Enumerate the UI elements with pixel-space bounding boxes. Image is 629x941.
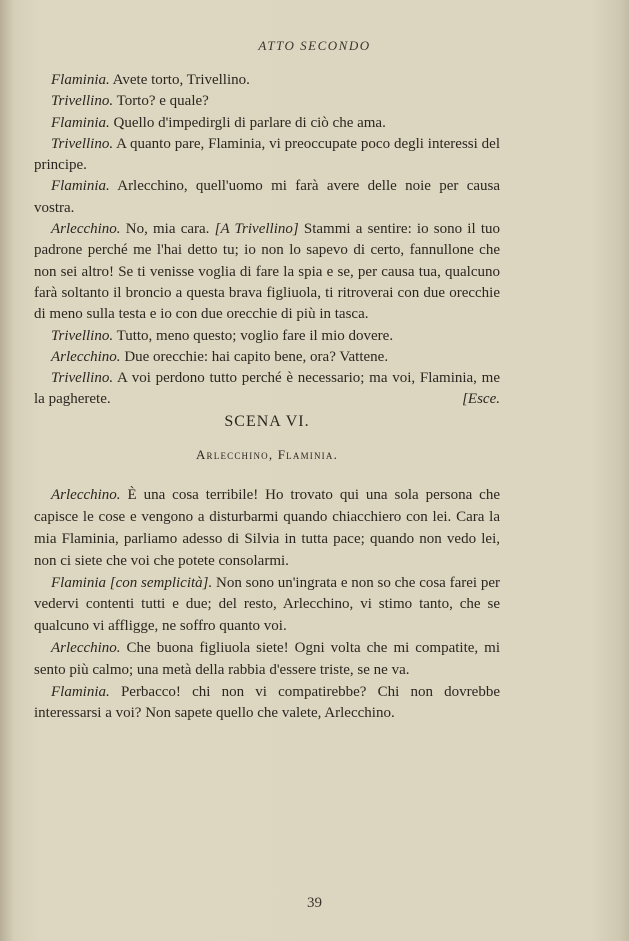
dialogue-line: [34, 573, 500, 638]
dialogue-line: [34, 219, 500, 325]
dialogue-line: [34, 485, 500, 572]
speaker-name: Flaminia.: [51, 114, 110, 131]
line-text: Tutto, meno questo; voglio fare il mio dovere.: [113, 327, 394, 344]
line-text: Due orecchie: hai capito bene, ora? Vattene.: [120, 348, 389, 365]
dialogue-line: [34, 91, 500, 112]
text-block: [34, 70, 500, 725]
running-head: ATTO SECONDO: [258, 38, 371, 53]
line-text: Perbacco! chi non vi compatirebbe? Chi non dovrebbe interessarsi a voi? Non sapete quello che valete, Arlecchino.: [34, 683, 500, 722]
speaker-name: Trivellino.: [51, 93, 114, 110]
dialogue-line: [34, 176, 500, 219]
speaker-name: Flaminia.: [51, 683, 110, 700]
stage-direction: [con semplicità].: [109, 574, 213, 591]
line-text: Quello d'impedirgli di parlare di ciò che ama.: [109, 114, 386, 131]
speaker-name: Arlecchino.: [51, 221, 121, 238]
speaker-name: Trivellino.: [51, 327, 114, 344]
line-text: Torto? e quale?: [113, 93, 209, 110]
dialogue-line: [34, 326, 500, 347]
dialogue-line: [34, 682, 500, 726]
line-text: Avete torto, Trivellino.: [109, 72, 250, 88]
speaker-name: Flaminia.: [51, 72, 110, 88]
line-text: No, mia cara.: [120, 221, 215, 238]
line-text: È una cosa terribile! Ho trovato qui una sola persona che capisce le cose e vengono a disturbarmi quando chiacchiero con lei. Cara la mia Flaminia, parliamo adesso di Silvia in tutta pace; quando non vedo lei, non ci siete che voi che potete consolarmi.: [34, 487, 500, 569]
speaker-name: Flaminia.: [51, 178, 110, 195]
dialogue-line: [34, 347, 500, 368]
scene-title: SCENA VI.: [224, 412, 310, 430]
scene-characters: Arlecchino, Flaminia.: [195, 447, 339, 463]
speaker-name: Arlecchino.: [51, 639, 121, 656]
speaker-name: Trivellino.: [51, 135, 114, 152]
exit-direction: [Esce.: [462, 391, 500, 408]
line-text: A voi perdono tutto perché è necessario; ma voi, Flaminia, me la pagherete.: [34, 370, 500, 408]
dialogue-line: [34, 70, 500, 91]
line-text: Che buona figliuola siete! Ogni volta che mi compatite, mi sento più calmo; una metà della rabbia d'essere triste, se ne va.: [34, 639, 500, 678]
speaker-name: Arlecchino.: [51, 487, 121, 504]
page-number: 39: [307, 895, 322, 911]
scene-body: [34, 485, 500, 725]
dialogue-line: [34, 638, 500, 682]
speaker-name: Flaminia: [51, 574, 106, 591]
dialogue-line: [34, 368, 500, 411]
line-text: A quanto pare, Flaminia, vi preoccupate poco degli interessi del principe.: [34, 135, 500, 174]
dialogue-line: [34, 134, 500, 177]
line-text: Arlecchino, quell'uomo mi farà avere delle noie per causa vostra.: [34, 178, 500, 216]
line-text: Non sono un'ingrata e non so che cosa farei per vedervi contenti tutti e due; del resto, Arlecchino, vi stimo tanto, che se qualcuno vi affligge, ne soffro quanto voi.: [34, 574, 500, 635]
stage-direction: [A Trivellino]: [214, 221, 299, 238]
speaker-name: Arlecchino.: [51, 348, 121, 365]
speaker-name: Trivellino.: [51, 370, 114, 387]
dialogue-line: [34, 113, 500, 134]
line-text: Stammi a sentire: io sono il tuo padrone perché me l'hai detto tu; io non lo sapevo di certo, fannullone che non sei altro! Se ti venisse voglia di fare la spia e se, per causa tua, qualcuno farà soltanto il broncio a questa brava figliuola, ti ritroverai con due orecchie di meno sulla testa e io con due orecchie di più in tasca.: [34, 221, 500, 323]
